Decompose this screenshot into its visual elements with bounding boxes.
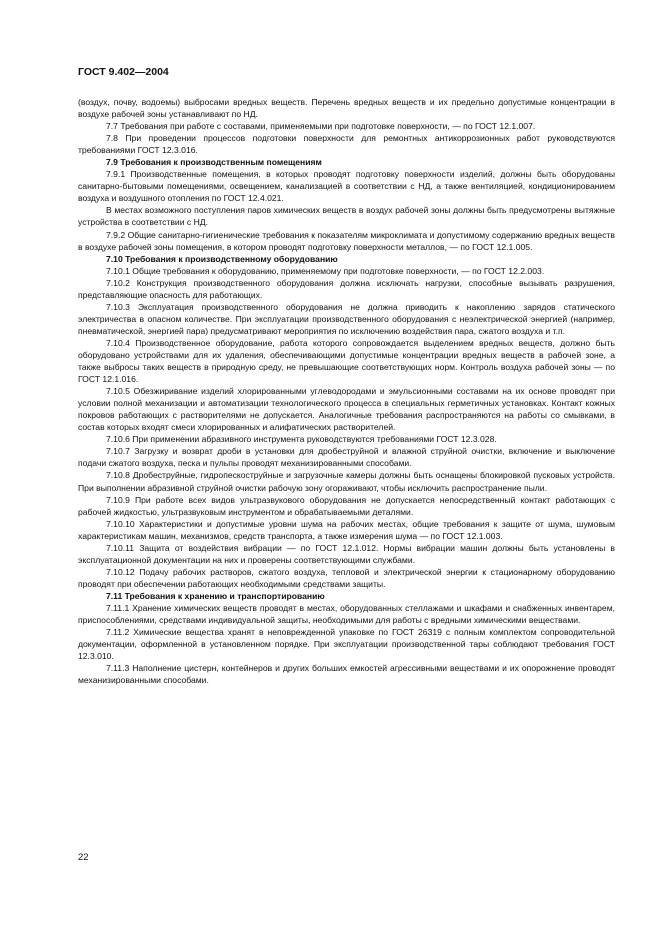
paragraph: 7.10.3 Эксплуатация производственного оборудования не должна приводить к накоплению зарядов статического электричества в опасном количестве. При эксплуатации производственного оборудования с неэлектрической энергией (например, пневматической, энергией пара) предусматривают мероприятия по исключению воздействия пара, сжатого воздуха и т.п. <box>78 301 615 336</box>
page-number: 22 <box>78 852 89 863</box>
paragraph: 7.10.12 Подачу рабочих растворов, сжатого воздуха, тепловой и электрической энергии к стационарному оборудованию проводят при обеспечении работающих необходимыми средствами защиты. <box>78 566 615 589</box>
paragraph: 7.10.6 При применении абразивного инструмента руководствуются требованиями ГОСТ 12.3.028. <box>106 434 497 445</box>
document-body <box>78 96 615 686</box>
paragraph: 7.10.1 Общие требования к оборудованию, применяемому при подготовке поверхности, — по ГОСТ 12.2.003. <box>106 265 545 276</box>
paragraph: 7.11.1 Хранение химических веществ проводят в местах, оборудованных стеллажами и шкафами и снабженных инвентарем, приспособлениями, средствами индивидуальной защиты, необходимыми для работы с вредными химическими веществами. <box>78 602 615 626</box>
paragraph: 7.10.2 Конструкция производственного оборудования должна исключать нагрузки, способные вызывать разрушения, представляющие опасность для работающих. <box>78 277 615 300</box>
paragraph: 7.10.7 Загрузку и возврат дроби в установки для дробеструйной и влажной струйной очистки, включение и выключение подачи сжатого воздуха, песка и пульпы проводят механизированными способами. <box>78 446 615 469</box>
paragraph: 7.10.10 Характеристики и допустимые уровни шума на рабочих местах, общие требования к защите от шума, шумовым характеристикам машин, механизмов, средств транспорта, а также измерения шума — по ГОСТ 12.1.003. <box>78 518 615 541</box>
paragraph: 7.10.4 Производственное оборудование, работа которого сопровождается выделением вредных веществ, должно быть оборудовано устройствами для их удаления, обеспечивающими допустимые концентрации вредных веществ в рабочей зоне, а также выбросы таких веществ в природную среду, не превышающие соответствующих норм. Контроль воздуха рабочей зоны — по ГОСТ 12.1.016. <box>78 337 615 385</box>
paragraph: 7.11.2 Химические вещества хранят в неповрежденной упаковке по ГОСТ 26319 с полным комплектом сопроводительной документации, оформленной в установленном порядке. При эксплуатации производственной тары соблюдают требования ГОСТ 12.3.010. <box>78 627 615 662</box>
paragraph: 7.8 При проведении процессов подготовки поверхности для ремонтных антикоррозионных работ руководствуются требованиями ГОСТ 12.3.016. <box>78 133 615 156</box>
paragraph: 7.9.1 Производственные помещения, в которых проводят подготовку поверхности изделий, должны быть оборудованы санитарно-бытовыми помещениями, освещением, канализацией в соответствии с НД, а также вентиляцией, кондиционированием воздуха и воздушного отопления по ГОСТ 12.4.021. <box>78 169 615 204</box>
section-heading: 7.9 Требования к производственным помещениям <box>106 157 322 168</box>
section-heading: 7.10 Требования к производственному оборудованию <box>106 253 338 264</box>
paragraph: 7.7 Требования при работе с составами, применяемыми при подготовке поверхности, — по ГОСТ 12.1.007. <box>106 121 536 132</box>
paragraph: 7.11.3 Наполнение цистерн, контейнеров и других больших емкостей агрессивными веществами и их опорожнение проводят механизированными способами. <box>78 663 615 686</box>
paragraph: 7.10.9 При работе всех видов ультразвукового оборудования не допускается непосредственный контакт работающих с рабочей жидкостью, ультразвуковым инструментом и обрабатываемыми деталями. <box>78 494 615 517</box>
document-page <box>78 66 615 686</box>
document-header: ГОСТ 9.402—2004 <box>78 66 169 78</box>
paragraph: 7.9.2 Общие санитарно-гигиенические требования к показателям микроклимата и допустимому содержанию вредных веществ в воздухе рабочей зоны помещения, в котором проводят подготовку поверхности металлов, — по ГОСТ 12.1.005. <box>78 229 615 252</box>
paragraph: 7.10.5 Обезжиривание изделий хлорированными углеводородами и эмульсионными составами на их основе проводят при условии полной механизации и автоматизации технологического процесса в специальных герметичных установках. Контакт кожных покровов работающих с растворителями не допускается. Аналогичные требования распространяются на работы со смывками, в состав которых входят смеси хлорированных и алифатических растворителей. <box>78 386 615 433</box>
paragraph: 7.10.8 Дробеструйные, гидропескоструйные и загрузочные камеры должны быть оснащены блокировкой пусковых устройств. При выполнении абразивной струйной очистки рабочую зону огораживают, чтобы исключить распространение пыли. <box>78 470 615 493</box>
paragraph: 7.10.11 Защита от воздействия вибрации — по ГОСТ 12.1.012. Нормы вибрации машин должны быть установлены в эксплуатационной документации на них и проверены соответствующими службами. <box>78 542 615 565</box>
paragraph: (воздух, почву, водоемы) выбросами вредных веществ. Перечень вредных веществ и их предельно допустимые концентрации в воздухе рабочей зоны устанавливают по НД. <box>78 97 615 120</box>
section-heading: 7.11 Требования к хранению и транспортированию <box>106 590 325 601</box>
paragraph: В местах возможного поступления паров химических веществ в воздух рабочей зоны должны быть предусмотрены вытяжные устройства в соответствии с НД. <box>78 205 615 228</box>
